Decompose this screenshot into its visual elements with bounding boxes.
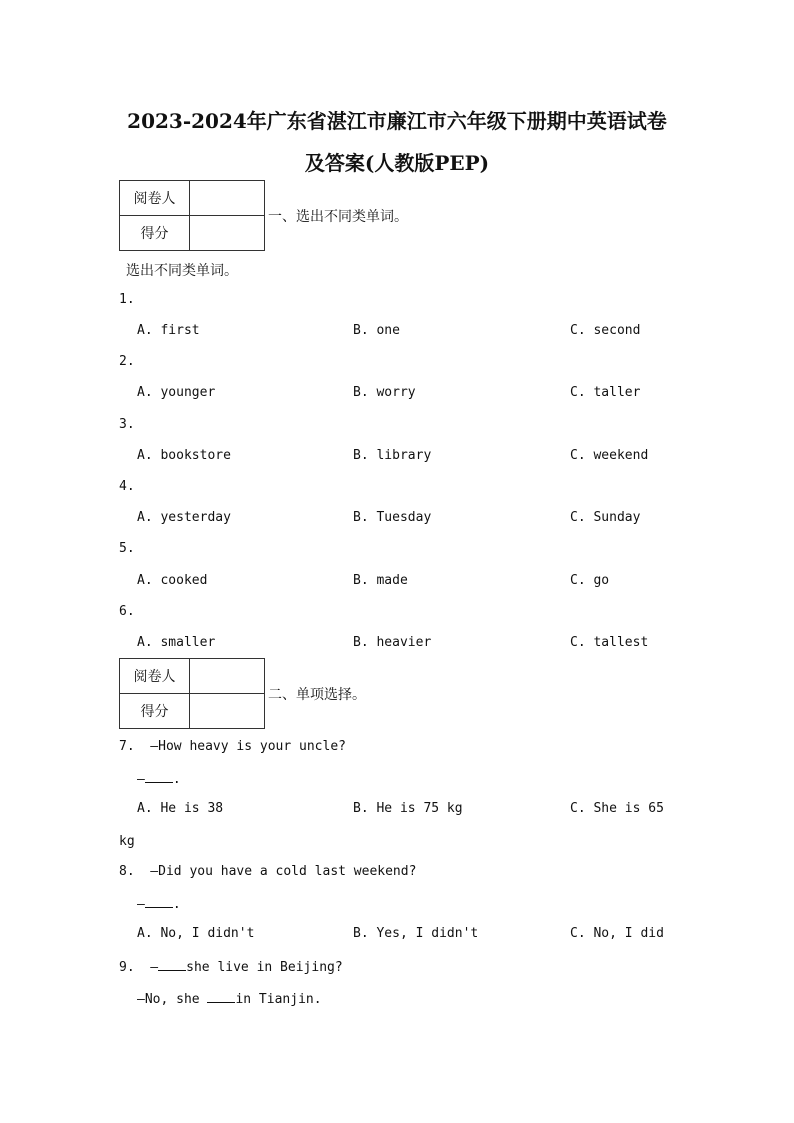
page-title-line2: 及答案(人教版PEP): [304, 151, 490, 175]
score-box-1: [119, 180, 265, 251]
question-number: 1.: [119, 292, 135, 307]
answer-blank: [207, 990, 235, 1003]
reviewer-label: 阅卷人: [120, 659, 190, 694]
answer-blank: [158, 958, 186, 971]
question-number: 5.: [119, 541, 135, 556]
option-c-wrap: kg: [119, 834, 135, 849]
reviewer-blank: [190, 659, 265, 694]
option-c: C. go: [570, 573, 610, 588]
option-a: A. cooked: [137, 573, 208, 588]
option-c: C. taller: [570, 385, 641, 400]
page-title-line1: 2023-2024年广东省湛江市廉江市六年级下册期中英语试卷: [127, 109, 667, 133]
reply-prefix: —No, she: [137, 992, 208, 1007]
option-b: B. made: [353, 573, 408, 588]
stem-prefix: 9. —: [119, 960, 159, 975]
score-blank: [190, 216, 265, 251]
option-a: A. No, I didn't: [137, 926, 255, 941]
option-c: C. No, I did: [570, 926, 664, 941]
score-label: 得分: [120, 216, 190, 251]
option-b: B. Tuesday: [353, 510, 432, 525]
question-stem: 7. —How heavy is your uncle?: [119, 739, 346, 754]
option-a: A. bookstore: [137, 448, 231, 463]
question-number: 3.: [119, 417, 135, 432]
option-b: B. heavier: [353, 635, 432, 650]
option-b: B. one: [353, 323, 400, 338]
reply-suffix: .: [172, 772, 181, 787]
option-b: B. library: [353, 448, 432, 463]
answer-blank: [145, 895, 173, 908]
option-c: C. She is 65: [570, 801, 664, 816]
score-box-2: [119, 658, 265, 729]
section1-heading: 一、选出不同类单词。: [268, 209, 408, 225]
option-a: A. younger: [137, 385, 216, 400]
question-number: 2.: [119, 354, 135, 369]
reply-suffix: .: [172, 897, 181, 912]
option-a: A. smaller: [137, 635, 216, 650]
reply-prefix: —: [137, 897, 145, 912]
option-c: C. tallest: [570, 635, 649, 650]
question-number: 4.: [119, 479, 135, 494]
question-stem: 8. —Did you have a cold last weekend?: [119, 864, 417, 879]
stem-suffix: she live in Beijing?: [186, 960, 343, 975]
option-c: C. weekend: [570, 448, 649, 463]
answer-line: [137, 895, 181, 912]
option-a: A. He is 38: [137, 801, 224, 816]
option-b: B. worry: [353, 385, 416, 400]
reply-prefix: —: [137, 772, 145, 787]
option-c: C. second: [570, 323, 641, 338]
question-number: 6.: [119, 604, 135, 619]
answer-blank: [145, 770, 173, 783]
question-stem: [119, 958, 343, 975]
reply-suffix: in Tianjin.: [235, 992, 322, 1007]
option-a: A. first: [137, 323, 200, 338]
option-c: C. Sunday: [570, 510, 641, 525]
score-label: 得分: [120, 694, 190, 729]
option-b: B. Yes, I didn't: [353, 926, 479, 941]
score-blank: [190, 694, 265, 729]
option-b: B. He is 75 kg: [353, 801, 463, 816]
section2-heading: 二、单项选择。: [268, 687, 366, 703]
section1-instruction: 选出不同类单词。: [126, 263, 238, 279]
reviewer-blank: [190, 181, 265, 216]
reviewer-label: 阅卷人: [120, 181, 190, 216]
answer-line: [137, 770, 181, 787]
answer-line: [137, 990, 322, 1007]
option-a: A. yesterday: [137, 510, 231, 525]
